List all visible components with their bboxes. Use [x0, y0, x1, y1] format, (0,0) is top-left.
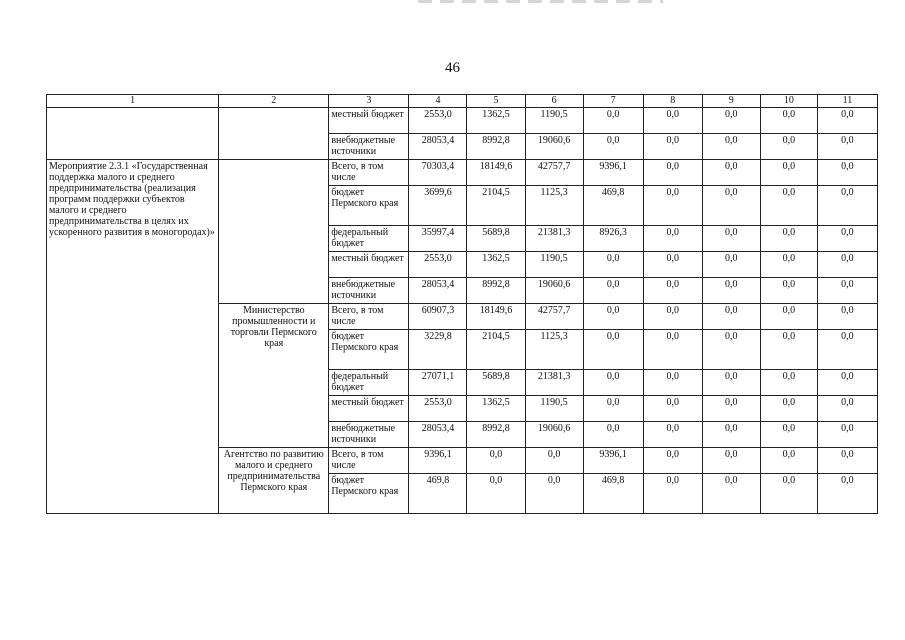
value-cell: 8926,3	[583, 226, 643, 252]
value-cell: 1362,5	[467, 396, 525, 422]
value-cell: 8992,8	[467, 134, 525, 160]
value-cell: 19060,6	[525, 134, 583, 160]
value-cell: 469,8	[583, 474, 643, 514]
value-cell: 0,0	[817, 304, 877, 330]
value-cell: 0,0	[643, 396, 702, 422]
value-cell: 0,0	[817, 448, 877, 474]
page-number: 46	[445, 60, 460, 76]
value-cell: 19060,6	[525, 422, 583, 448]
value-cell: 5689,8	[467, 370, 525, 396]
column-header: 7	[583, 95, 643, 108]
funding-source: местный бюджет	[329, 252, 409, 278]
value-cell: 2104,5	[467, 330, 525, 370]
value-cell: 0,0	[817, 422, 877, 448]
value-cell: 5689,8	[467, 226, 525, 252]
column-header: 5	[467, 95, 525, 108]
value-cell: 0,0	[760, 108, 817, 134]
value-cell: 35997,4	[409, 226, 467, 252]
value-cell: 0,0	[467, 474, 525, 514]
value-cell: 0,0	[643, 304, 702, 330]
value-cell: 0,0	[760, 252, 817, 278]
funding-source: местный бюджет	[329, 108, 409, 134]
executor-name: Агентство по развитию малого и среднего предпринимательства Пермского края	[219, 448, 329, 514]
value-cell: 0,0	[583, 108, 643, 134]
value-cell: 0,0	[525, 474, 583, 514]
value-cell: 0,0	[702, 370, 760, 396]
value-cell: 2553,0	[409, 396, 467, 422]
scan-artifact	[418, 0, 663, 3]
value-cell: 0,0	[817, 226, 877, 252]
value-cell: 0,0	[702, 160, 760, 186]
value-cell: 0,0	[583, 134, 643, 160]
value-cell: 0,0	[760, 448, 817, 474]
value-cell: 0,0	[643, 134, 702, 160]
value-cell: 42757,7	[525, 160, 583, 186]
value-cell: 1190,5	[525, 396, 583, 422]
value-cell: 0,0	[583, 304, 643, 330]
value-cell: 2104,5	[467, 186, 525, 226]
value-cell: 0,0	[760, 160, 817, 186]
funding-source: местный бюджет	[329, 396, 409, 422]
value-cell: 0,0	[702, 252, 760, 278]
value-cell: 0,0	[760, 330, 817, 370]
value-cell: 0,0	[643, 448, 702, 474]
value-cell: 27071,1	[409, 370, 467, 396]
value-cell: 0,0	[817, 186, 877, 226]
value-cell: 0,0	[702, 474, 760, 514]
table-row	[47, 108, 878, 134]
value-cell: 0,0	[643, 108, 702, 134]
funding-source: внебюджетные источники	[329, 134, 409, 160]
column-header: 3	[329, 95, 409, 108]
value-cell: 9396,1	[409, 448, 467, 474]
value-cell: 19060,6	[525, 278, 583, 304]
value-cell: 0,0	[583, 370, 643, 396]
funding-source: внебюджетные источники	[329, 278, 409, 304]
value-cell: 469,8	[583, 186, 643, 226]
value-cell: 0,0	[702, 226, 760, 252]
value-cell: 0,0	[817, 134, 877, 160]
funding-source: федеральный бюджет	[329, 226, 409, 252]
activity-title: Мероприятие 2.3.1 «Государственная поддержка малого и среднего предпринимательства (реализация программ поддержки субъектов малого и среднего предпринимательства в целях их ускоренного развития в моногородах)»	[47, 160, 219, 514]
value-cell: 1190,5	[525, 252, 583, 278]
value-cell: 2553,0	[409, 252, 467, 278]
column-header: 6	[525, 95, 583, 108]
value-cell: 0,0	[702, 396, 760, 422]
value-cell: 60907,3	[409, 304, 467, 330]
executor-cell-total	[219, 160, 329, 304]
column-header: 8	[643, 95, 702, 108]
value-cell: 0,0	[702, 304, 760, 330]
value-cell: 0,0	[583, 422, 643, 448]
value-cell: 2553,0	[409, 108, 467, 134]
value-cell: 70303,4	[409, 160, 467, 186]
value-cell: 0,0	[643, 160, 702, 186]
value-cell: 0,0	[760, 370, 817, 396]
value-cell: 8992,8	[467, 278, 525, 304]
value-cell: 0,0	[817, 278, 877, 304]
table-row	[47, 160, 878, 186]
budget-table	[46, 94, 878, 514]
value-cell: 9396,1	[583, 160, 643, 186]
activity-cell-continued	[47, 108, 219, 160]
value-cell: 28053,4	[409, 422, 467, 448]
value-cell: 0,0	[760, 226, 817, 252]
value-cell: 0,0	[760, 304, 817, 330]
value-cell: 0,0	[760, 396, 817, 422]
value-cell: 1190,5	[525, 108, 583, 134]
value-cell: 0,0	[643, 186, 702, 226]
value-cell: 0,0	[760, 474, 817, 514]
value-cell: 0,0	[817, 330, 877, 370]
column-header: 11	[817, 95, 877, 108]
value-cell: 0,0	[817, 370, 877, 396]
value-cell: 1362,5	[467, 252, 525, 278]
funding-source: бюджет Пермского края	[329, 330, 409, 370]
column-header: 1	[47, 95, 219, 108]
value-cell: 18149,6	[467, 160, 525, 186]
funding-source: бюджет Пермского края	[329, 186, 409, 226]
funding-source: Всего, в том числе	[329, 160, 409, 186]
value-cell: 18149,6	[467, 304, 525, 330]
value-cell: 0,0	[760, 278, 817, 304]
column-header: 4	[409, 95, 467, 108]
value-cell: 28053,4	[409, 278, 467, 304]
value-cell: 0,0	[583, 330, 643, 370]
executor-cell-continued	[219, 108, 329, 160]
value-cell: 0,0	[817, 108, 877, 134]
column-header: 9	[702, 95, 760, 108]
value-cell: 0,0	[817, 160, 877, 186]
value-cell: 0,0	[702, 108, 760, 134]
value-cell: 0,0	[817, 396, 877, 422]
value-cell: 1125,3	[525, 186, 583, 226]
value-cell: 0,0	[760, 186, 817, 226]
value-cell: 0,0	[643, 278, 702, 304]
column-header: 2	[219, 95, 329, 108]
value-cell: 28053,4	[409, 134, 467, 160]
value-cell: 0,0	[702, 448, 760, 474]
funding-source: Всего, в том числе	[329, 448, 409, 474]
value-cell: 0,0	[643, 370, 702, 396]
value-cell: 0,0	[583, 278, 643, 304]
value-cell: 0,0	[467, 448, 525, 474]
value-cell: 0,0	[583, 396, 643, 422]
value-cell: 1125,3	[525, 330, 583, 370]
header-row	[47, 95, 878, 108]
value-cell: 21381,3	[525, 226, 583, 252]
funding-source: федеральный бюджет	[329, 370, 409, 396]
value-cell: 0,0	[643, 330, 702, 370]
value-cell: 1362,5	[467, 108, 525, 134]
value-cell: 0,0	[702, 186, 760, 226]
value-cell: 9396,1	[583, 448, 643, 474]
value-cell: 0,0	[643, 252, 702, 278]
value-cell: 0,0	[525, 448, 583, 474]
value-cell: 0,0	[643, 422, 702, 448]
value-cell: 0,0	[702, 330, 760, 370]
value-cell: 0,0	[702, 134, 760, 160]
value-cell: 0,0	[643, 226, 702, 252]
value-cell: 0,0	[583, 252, 643, 278]
value-cell: 0,0	[817, 474, 877, 514]
funding-source: бюджет Пермского края	[329, 474, 409, 514]
column-header: 10	[760, 95, 817, 108]
funding-source: Всего, в том числе	[329, 304, 409, 330]
executor-name: Министерство промышленности и торговли Пермского края	[219, 304, 329, 448]
value-cell: 0,0	[760, 422, 817, 448]
value-cell: 42757,7	[525, 304, 583, 330]
value-cell: 0,0	[643, 474, 702, 514]
value-cell: 3699,6	[409, 186, 467, 226]
funding-source: внебюджетные источники	[329, 422, 409, 448]
value-cell: 3229,8	[409, 330, 467, 370]
value-cell: 469,8	[409, 474, 467, 514]
value-cell: 0,0	[760, 134, 817, 160]
value-cell: 21381,3	[525, 370, 583, 396]
value-cell: 0,0	[817, 252, 877, 278]
value-cell: 0,0	[702, 422, 760, 448]
value-cell: 0,0	[702, 278, 760, 304]
value-cell: 8992,8	[467, 422, 525, 448]
